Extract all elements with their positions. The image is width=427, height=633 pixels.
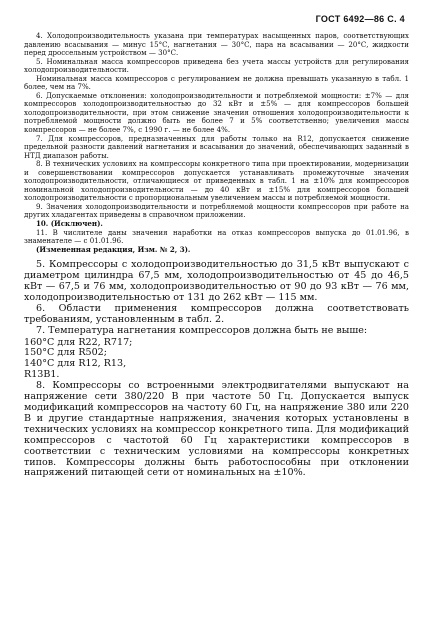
note-5-continued: Номинальная масса компрессоров с регулированием не должна превышать указанную в табл. 1 более, чем на 7%. — [24, 73, 409, 92]
note-7: 7. Для компрессоров, предназначенных для работы только на R12, допускается снижение предельной разности давлений нагнетания и всасывания до значений, обеспечивающих заданный в НТД диапазон работы. — [24, 133, 409, 160]
note-8: 8. В технических условиях на компрессоры конкретного типа при проектировании, модернизации и совершенствовании компрессоров допускается устанавливать промежуточные значения холодопроизводительности, отличающиеся от приведенных в табл. 1 на ±10% для компрессоров номинальной холодопроизводительности — до 40 кВт и ±15% для компрессоров большей холодопроизводительности с пропорциональным увеличением массы и потребляемой мощности. — [24, 159, 409, 203]
temperature-r502: 150°С для R502; — [24, 347, 107, 359]
temperature-r12: 140°С для R12, R13, — [24, 358, 127, 370]
note-9: 9. Значения холодопроизводительности и потребляемой мощности компрессоров при работе на других хладагентах приведены в справочном приложении. — [24, 201, 409, 220]
temperature-r22: 160°С для R22, R717; — [24, 336, 133, 348]
temperature-r13b1: R13B1. — [24, 369, 60, 381]
table-notes — [24, 32, 409, 254]
document-page — [24, 32, 409, 479]
paragraph-5: 5. Компрессоры с холодопроизводительностью до 31,5 кВт выпускают с диаметром цилиндра 67,5 мм, холодопроизводительностью от 45 до 46,5 кВт — 67,5 и 76 мм, холодопроизводительностью от 90 до 93 кВт — 76 мм, холодопроизводительностью от 131 до 262 кВт — 115 мм. — [24, 259, 409, 303]
note-10: 10. (Исключен). — [36, 219, 103, 229]
edition-note: (Измененная редакция, Изм. № 2, 3). — [36, 244, 191, 254]
note-5: 5. Номинальная масса компрессоров приведена без учета массы устройств для регулирования холодопроизводительности. — [24, 56, 409, 75]
main-text — [24, 260, 409, 479]
page-header: ГОСТ 6492—86 С. 4 — [315, 14, 405, 24]
paragraph-8: 8. Компрессоры со встроенными электродвигателями выпускают на напряжение сети 380/220 В при частоте 50 Гц. Допускается выпуск модификаций компрессоров на частоту 60 Гц, на напряжение 380 или 220 В и другие стандартные напряжения, значения которых установлены в технических условиях на компрессор конкретного типа. Для модификаций компрессоров с частотой 60 Гц характеристики компрессоров в соответствии с техническим условиями на компрессоры конкретных типов. Компрессоры должны быть работоспособны при отклонении напряжений питающей сети от номинальных на ±10%. — [24, 380, 409, 479]
paragraph-6: 6. Области применения компрессоров должна соответствовать требованиям, установленным в табл. 2. — [24, 302, 409, 325]
paragraph-7: 7. Температура нагнетания компрессоров должна быть не выше: — [36, 324, 368, 336]
note-6: 6. Допускаемые отклонения: холодопроизводительности и потребляемой мощности: ±7% — для компрессоров холодопроизводительностью до 32 кВт и ±5% — для компрессоров большей холодопроизводительности, при этом снижение значения отношения холодопроизводительности к потребляемой мощности должно быть не более 7 и 5% соответственно; увеличения массы компрессоров — не более 7%, с 1990 г. — не более 4%. — [24, 90, 409, 135]
note-11: 11. В числителе даны значения наработки на отказ компрессоров выпуска до 01.01.96, в знаменателе — с 01.01.96. — [24, 227, 409, 246]
note-4: 4. Холодопроизводительность указана при температурах насыщенных паров, соответствующих давлению всасывания — минус 15°С, нагнетания — 30°С, пара на всасывании — 20°С, жидкости перед дроссельным устройством — 30°С. — [24, 31, 409, 58]
